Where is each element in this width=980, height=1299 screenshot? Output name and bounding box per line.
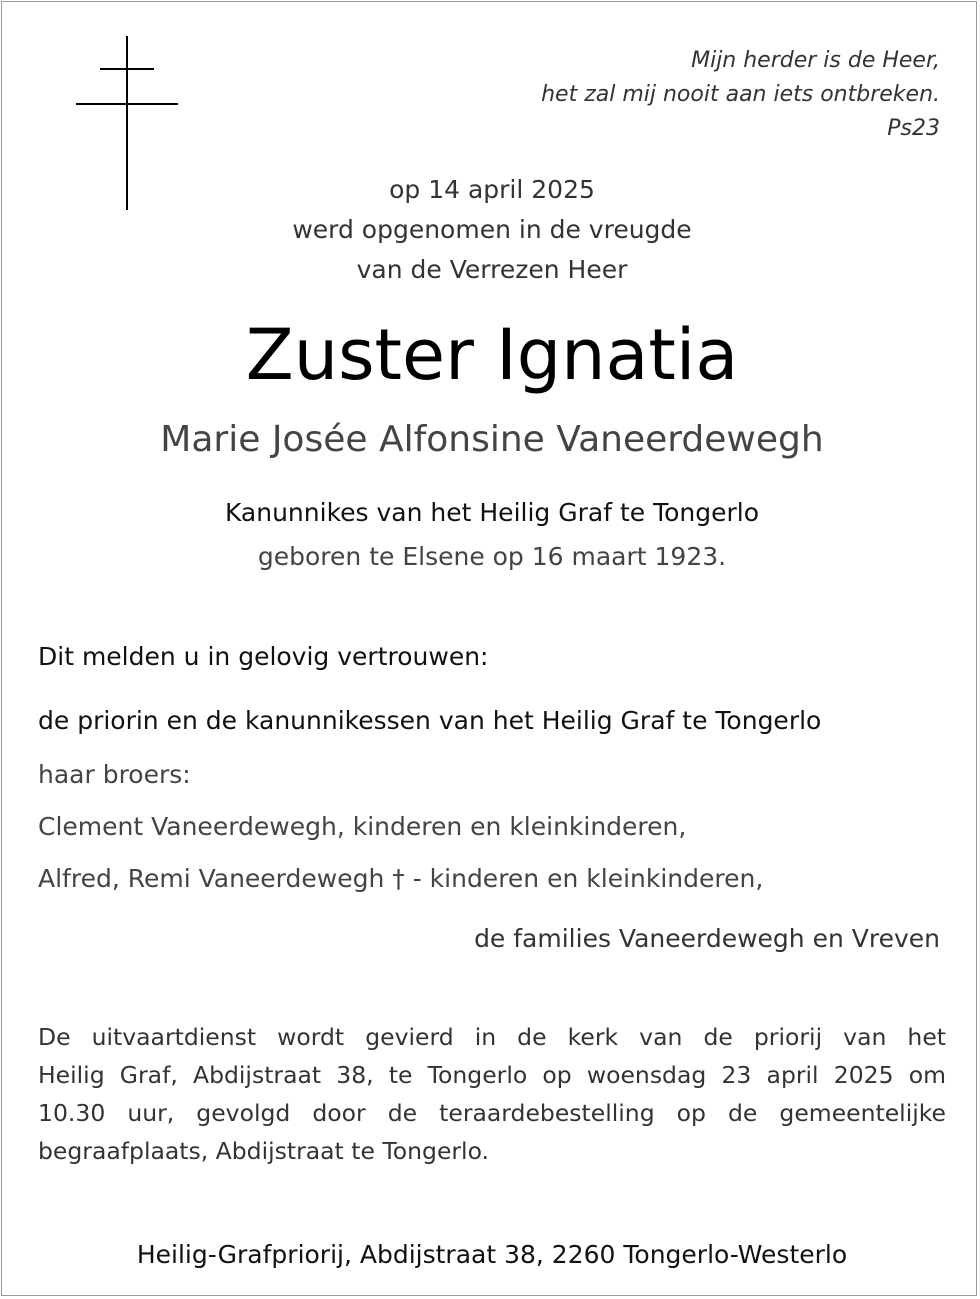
mourner-line: haar broers: bbox=[38, 760, 191, 789]
families-line: de families Vaneerdewegh en Vreven bbox=[474, 924, 940, 953]
psalm-quote bbox=[541, 44, 940, 146]
birth-info: geboren te Elsene op 16 maart 1923. bbox=[257, 542, 727, 571]
intro-text bbox=[2, 170, 980, 290]
mourner-line: Alfred, Remi Vaneerdewegh † - kinderen en kleinkinderen, bbox=[38, 864, 764, 893]
intro-line: op 14 april 2025 bbox=[389, 175, 595, 204]
funeral-service-info bbox=[38, 1018, 946, 1170]
deceased-full-name: Marie Josée Alfonsine Vaneerdewegh bbox=[160, 419, 824, 460]
service-line: Heilig Graf, Abdijstraat 38, te Tongerlo op woensdag 23 april 2025 om bbox=[38, 1061, 946, 1089]
service-line: 10.30 uur, gevolgd door de teraardebestelling op de gemeentelijke bbox=[38, 1099, 946, 1127]
mourner-line: de priorin en de kanunnikessen van het Heilig Graf te Tongerlo bbox=[38, 706, 822, 735]
service-line: begraafplaats, Abdijstraat te Tongerlo. bbox=[38, 1137, 490, 1165]
obituary-card bbox=[1, 1, 977, 1296]
psalm-reference: Ps23 bbox=[887, 116, 940, 141]
religious-order: Kanunnikes van het Heilig Graf te Tongerlo bbox=[224, 498, 760, 527]
footer-address: Heilig-Grafpriorij, Abdijstraat 38, 2260 Tongerlo-Westerlo bbox=[136, 1240, 848, 1269]
psalm-line: het zal mij nooit aan iets ontbreken. bbox=[541, 82, 940, 107]
deceased-name: Zuster Ignatia bbox=[245, 314, 739, 396]
service-line: De uitvaartdienst wordt gevierd in de kerk van de priorij van het bbox=[38, 1023, 946, 1051]
announcement: Dit melden u in gelovig vertrouwen: bbox=[38, 642, 489, 671]
intro-line: werd opgenomen in de vreugde bbox=[292, 215, 692, 244]
psalm-line: Mijn herder is de Heer, bbox=[691, 48, 940, 73]
intro-line: van de Verrezen Heer bbox=[356, 255, 628, 284]
mourner-line: Clement Vaneerdewegh, kinderen en kleinkinderen, bbox=[38, 812, 687, 841]
mourners-list bbox=[38, 702, 821, 898]
